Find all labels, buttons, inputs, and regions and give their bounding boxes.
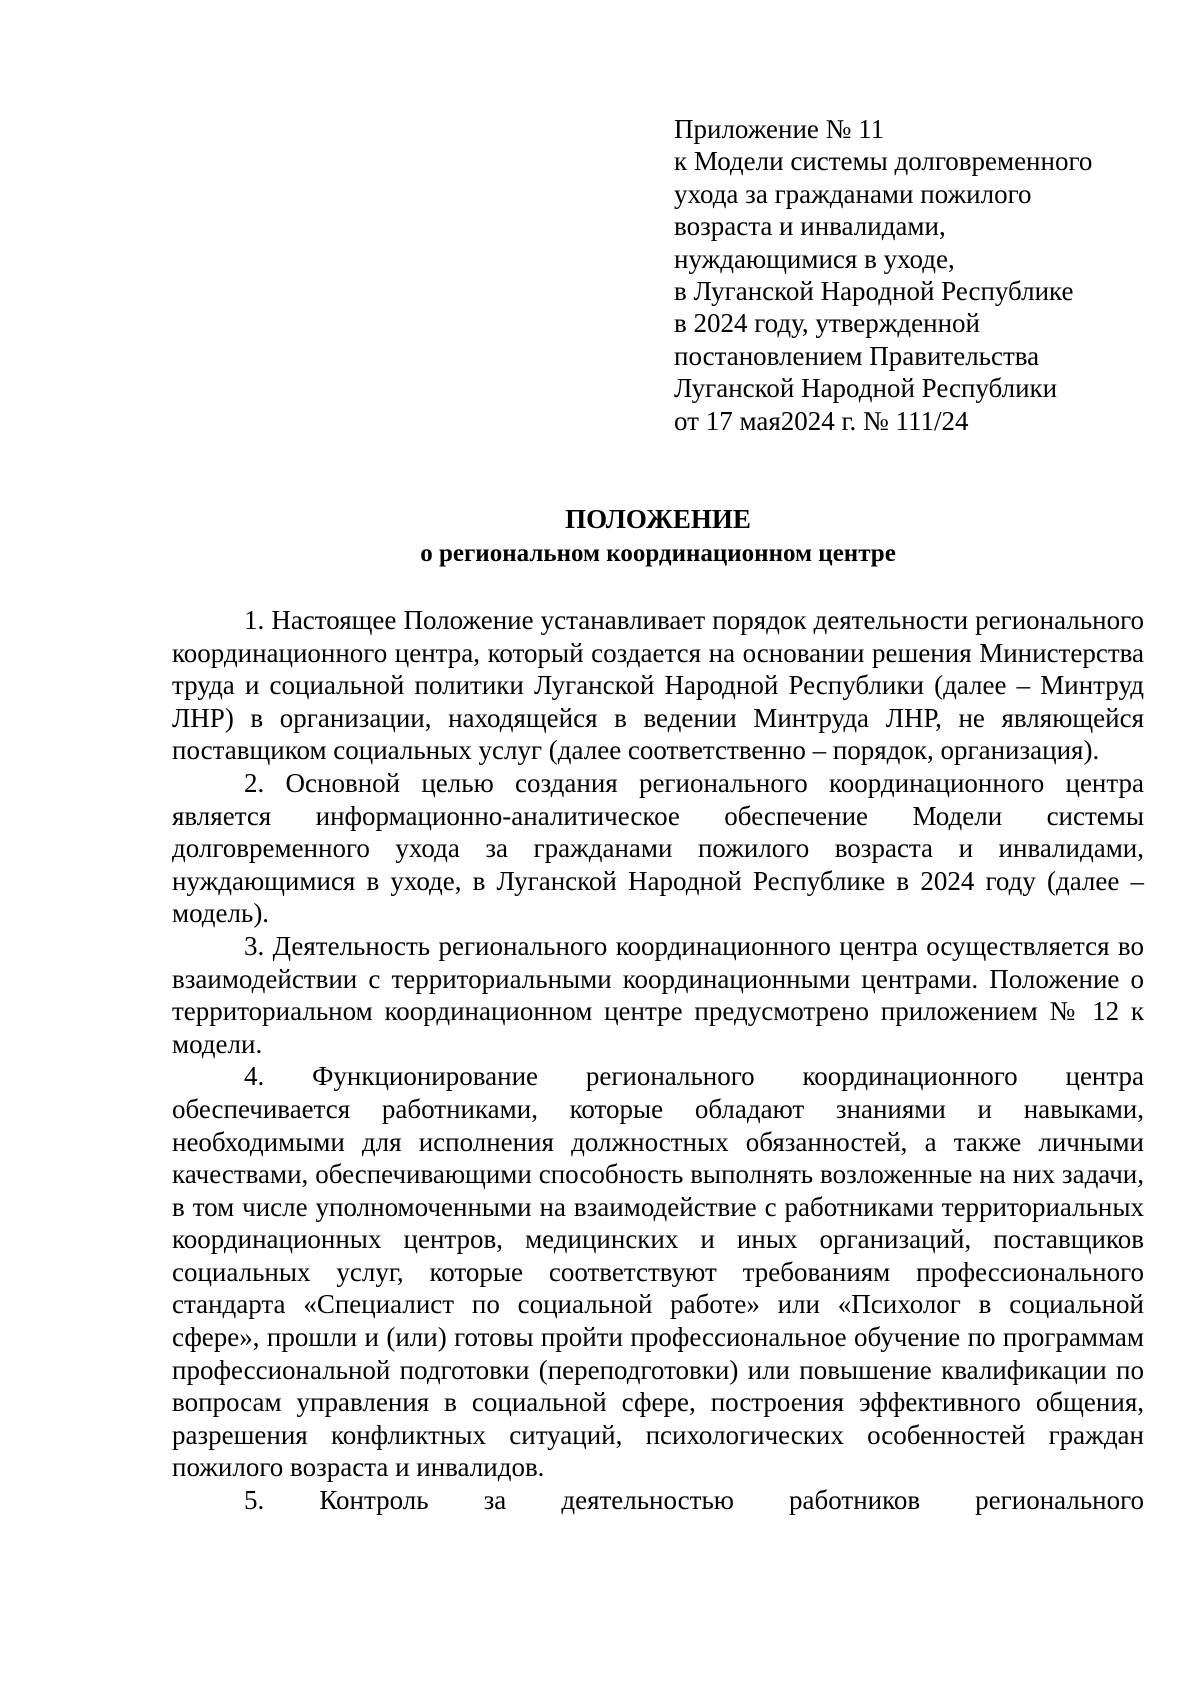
paragraph-2: 2. Основной целью создания регионального координационного центра является информационно-аналитическое обеспечение Модели системы долговременного ухода за гражданами пожилого возраста и инвалидами, нуждающимися в уходе, в Луганской Народной Республике в 2024 году (далее – модель). — [172, 767, 1144, 929]
annex-line: Луганской Народной Республики — [674, 373, 1058, 404]
annex-line: к Модели системы долговременного — [674, 146, 1093, 177]
annex-line: возраста и инвалидами, — [674, 211, 946, 242]
annex-line: в 2024 году, утвержденной — [674, 308, 981, 339]
paragraph-3: 3. Деятельность регионального координационного центра осуществляется во взаимодействии с территориальными координационными центрами. Положение о территориальном координационном центре предусмотрено приложением № 12 к модели. — [172, 930, 1144, 1059]
paragraph-5: 5. Контроль за деятельностью работников регионального — [244, 1485, 1144, 1516]
annex-reference — [674, 113, 1134, 437]
annex-line: ухода за гражданами пожилого — [674, 178, 1032, 209]
paragraph-4: 4. Функционирование регионального координационного центра обеспечивается работниками, которые обладают знаниями и навыками, необходимыми для исполнения должностных обязанностей, а также личными качествами, обеспечивающими способность выполнять возложенные на них задачи, в том числе уполномоченными на взаимодействие с работниками территориальных координационных центров, медицинских и иных организаций, поставщиков социальных услуг, которые соответствуют требованиям профессионального стандарта «Специалист по социальной работе» или «Психолог в социальной сфере», прошли и (или) готовы пройти профессиональное обучение по программам профессиональной подготовки (переподготовки) или повышение квалификации по вопросам управления в социальной сфере, построения эффективного общения, разрешения конфликтных ситуаций, психологических особенностей граждан пожилого возраста и инвалидов. — [172, 1061, 1144, 1483]
document-body — [172, 604, 1144, 1517]
annex-line: Приложение № 11 — [674, 114, 885, 144]
annex-line: от 17 мая2024 г. № 111/24 — [674, 405, 969, 436]
annex-line: постановлением Правительства — [674, 340, 1040, 371]
annex-line: в Луганской Народной Республике — [674, 276, 1074, 307]
document-subtitle: о региональном координационном центре — [420, 540, 896, 567]
document-heading — [172, 503, 1144, 570]
annex-line: нуждающимися в уходе, — [674, 243, 955, 274]
paragraph-1: 1. Настоящее Положение устанавливает порядок деятельности регионального координационного центра, который создается на основании решения Министерства труда и социальной политики Луганской Народной Республики (далее – Минтруд ЛНР) в организации, находящейся в ведении Минтруда ЛНР, не являющейся поставщиком социальных услуг (далее соответственно – порядок, организация). — [172, 605, 1144, 766]
document-title: ПОЛОЖЕНИЕ — [565, 504, 751, 534]
